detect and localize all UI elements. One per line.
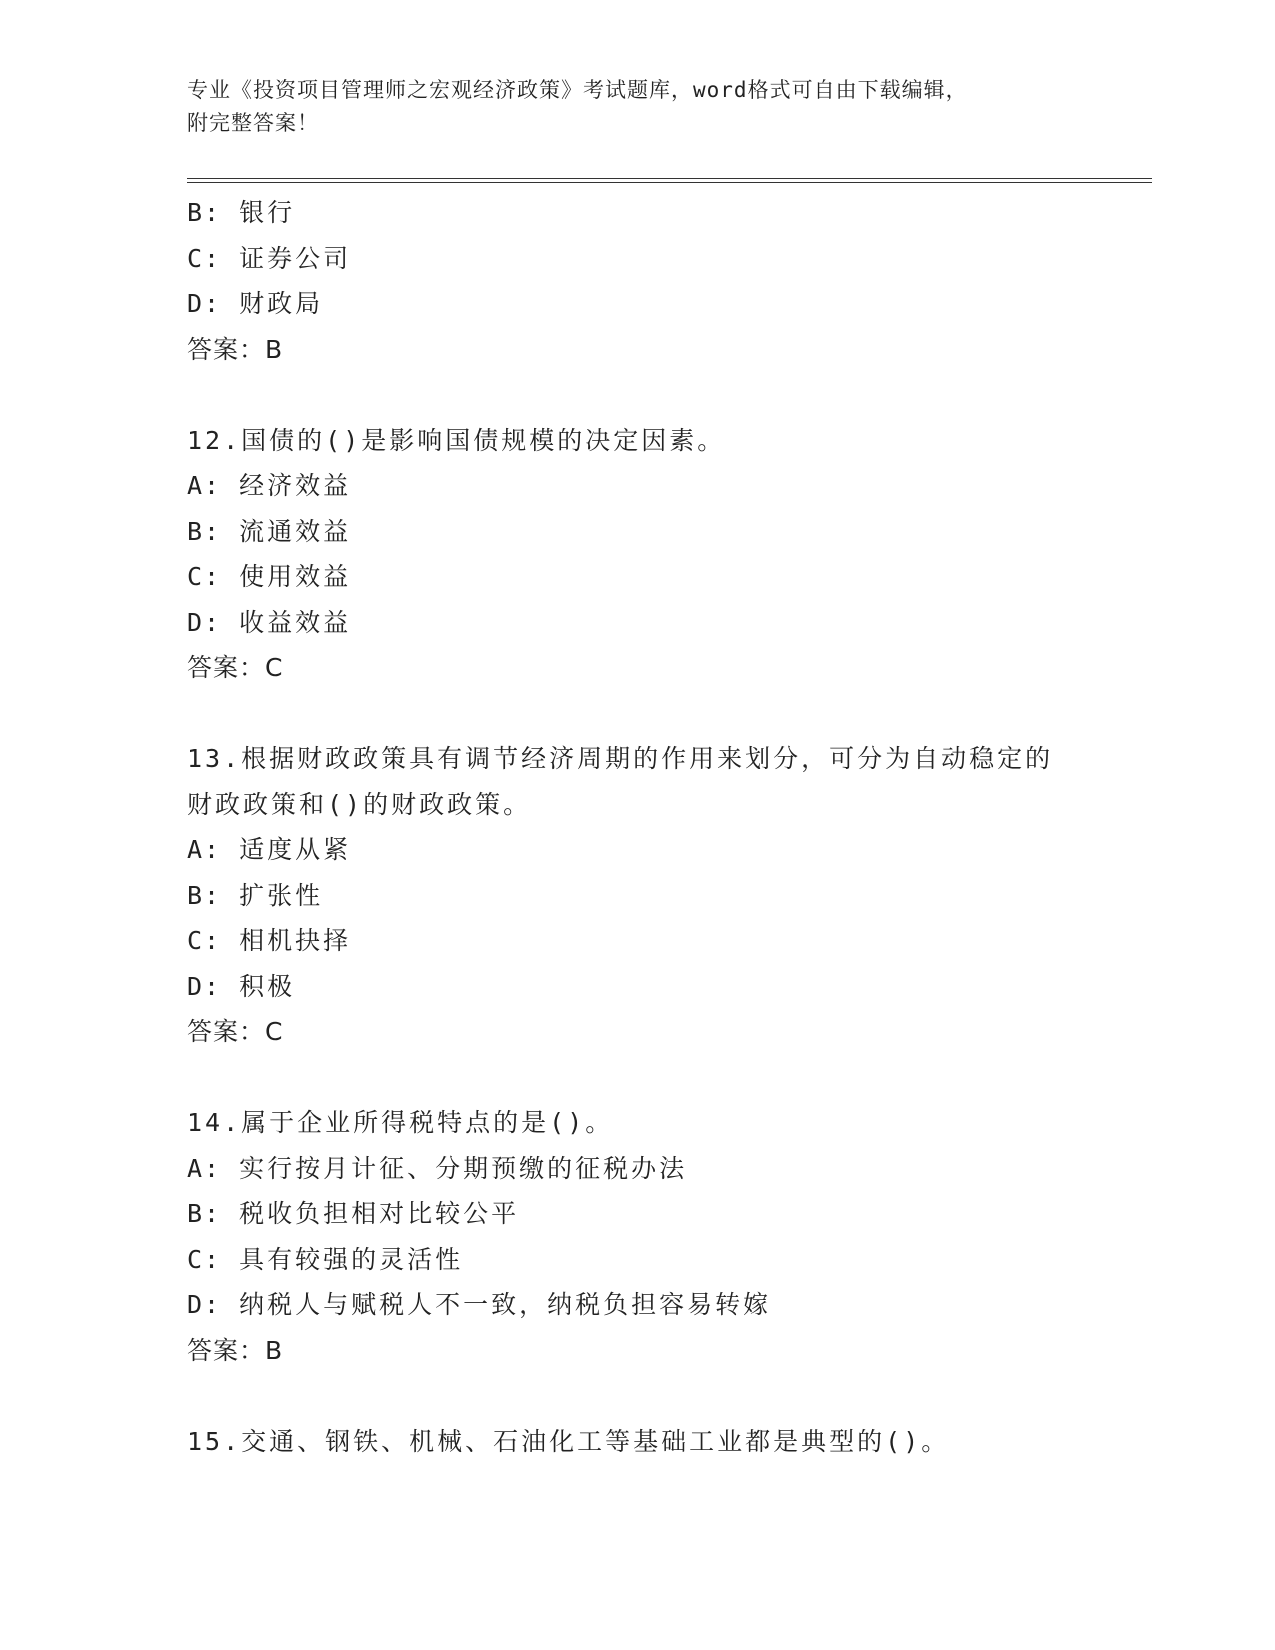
question-text: 14.属于企业所得税特点的是()。 <box>187 1108 614 1137</box>
option-c: C: 使用效益 <box>187 562 352 591</box>
option-d: D: 纳税人与赋税人不一致，纳税负担容易转嫁 <box>187 1290 772 1319</box>
header-divider-bottom <box>187 182 1152 183</box>
question-block-prev <box>187 190 1147 372</box>
option-b: B: 流通效益 <box>187 516 352 546</box>
answer-line: 答案：C <box>187 653 284 682</box>
question-text: 15.交通、钢铁、机械、石油化工等基础工业都是典型的()。 <box>187 1426 950 1456</box>
question-text: 13.根据财政政策具有调节经济周期的作用来划分，可分为自动稳定的 <box>187 744 1054 773</box>
answer-line: 答案：C <box>187 1017 284 1046</box>
option-a: A: 适度从紧 <box>187 835 352 864</box>
answer-line: 答案：B <box>187 1335 284 1365</box>
question-block-15 <box>187 1419 1147 1465</box>
question-text: 12.国债的()是影响国债规模的决定因素。 <box>187 425 726 455</box>
option-b: B: 税收负担相对比较公平 <box>187 1199 520 1228</box>
option-d: D: 收益效益 <box>187 607 352 637</box>
question-block-12 <box>187 418 1147 691</box>
option-c: C: 相机抉择 <box>187 926 352 955</box>
question-block-13 <box>187 736 1147 1055</box>
header-line-2: 附完整答案！ <box>187 111 319 135</box>
option-d: D: 积极 <box>187 971 296 1001</box>
question-block-14 <box>187 1100 1147 1373</box>
option-a: A: 实行按月计征、分期预缴的征税办法 <box>187 1153 688 1183</box>
question-text-continued: 财政政策和()的财政政策。 <box>187 789 532 819</box>
option-a: A: 经济效益 <box>187 471 352 500</box>
header-divider-top <box>187 178 1152 179</box>
header-line-1: 专业《投资项目管理师之宏观经济政策》考试题库，word格式可自由下载编辑， <box>187 78 968 102</box>
document-header <box>187 74 1087 140</box>
option-b: B: 银行 <box>187 198 296 227</box>
option-b: B: 扩张性 <box>187 880 324 910</box>
option-d: D: 财政局 <box>187 289 324 318</box>
option-c: C: 证券公司 <box>187 243 352 273</box>
answer-line: 答案：B <box>187 334 284 364</box>
option-c: C: 具有较强的灵活性 <box>187 1244 464 1274</box>
question-list <box>187 190 1147 1464</box>
